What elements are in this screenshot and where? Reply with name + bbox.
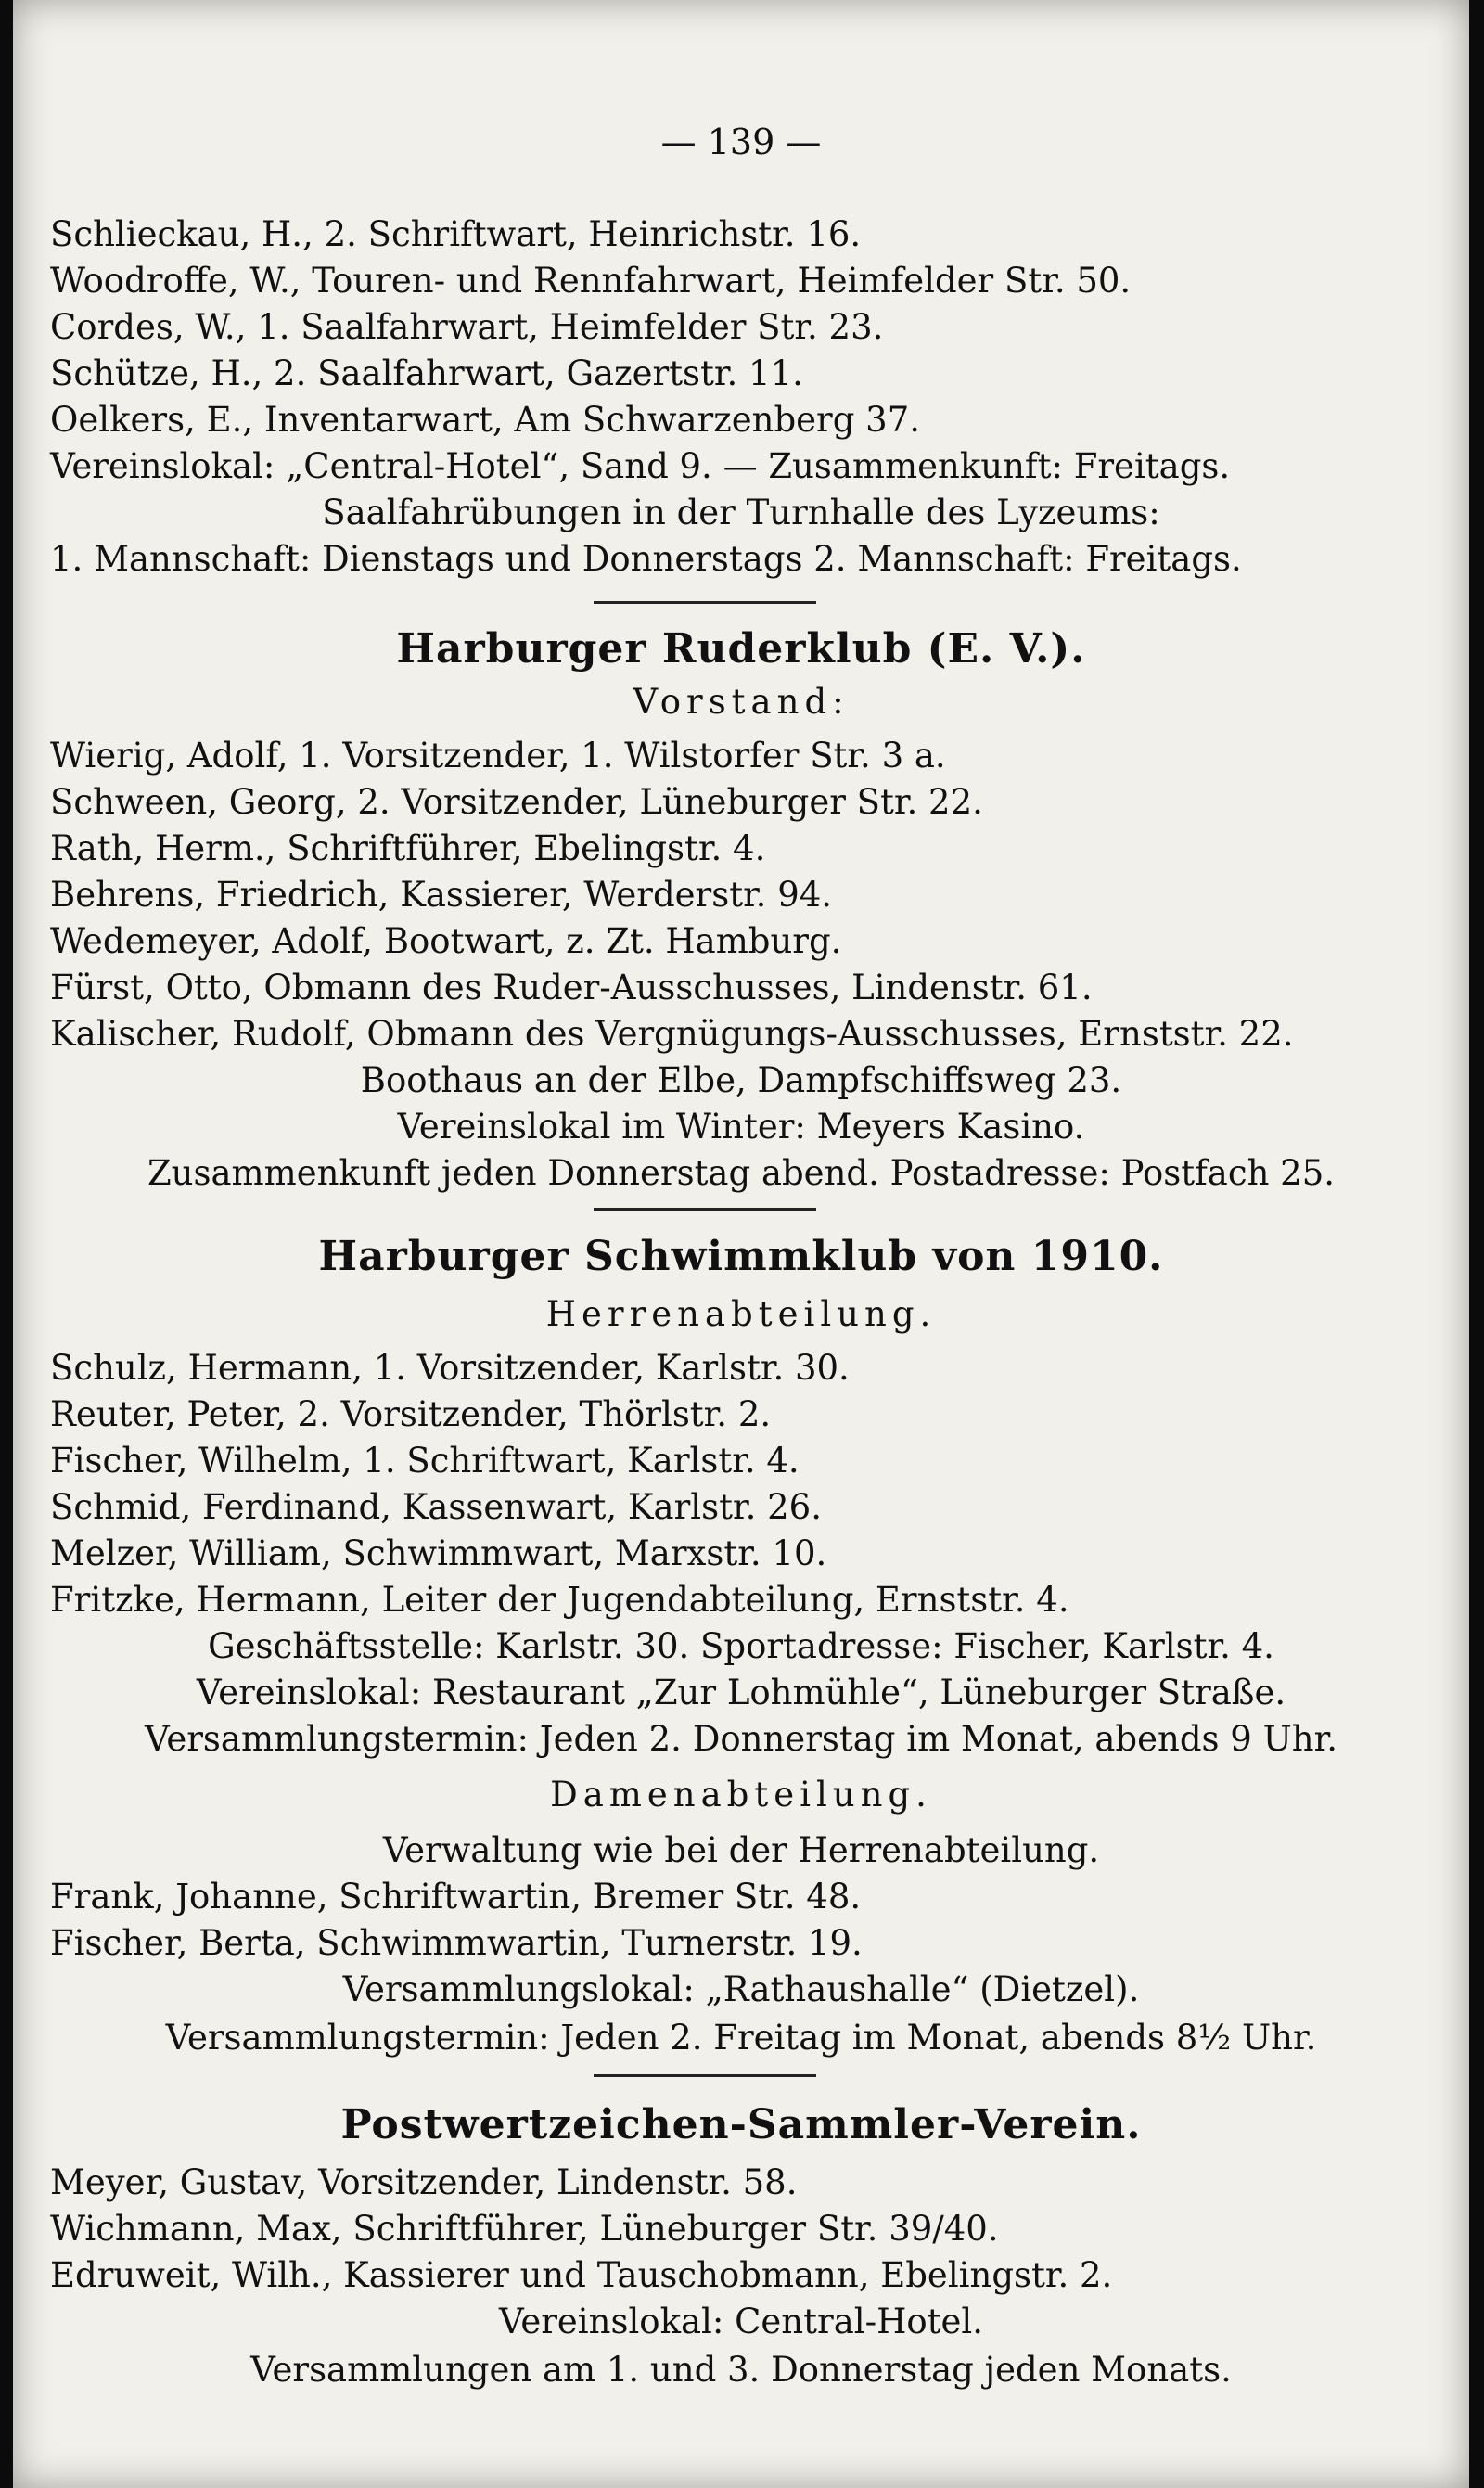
entry-line: Wedemeyer, Adolf, Bootwart, z. Zt. Hamburg. — [50, 921, 842, 961]
note-line: Versammlungstermin: Jeden 2. Freitag im Monat, abends 8½ Uhr. — [165, 2018, 1317, 2058]
note-line: Vereinslokal im Winter: Meyers Kasino. — [397, 1107, 1085, 1147]
entry-line: Edruweit, Wilh., Kassierer und Tauschobmann, Ebelingstr. 2. — [50, 2255, 1113, 2295]
section-heading-schwimmklub: Harburger Schwimmklub von 1910. — [318, 1233, 1164, 1280]
note-line: Saalfahrübungen in der Turnhalle des Lyzeums: — [322, 493, 1160, 532]
entry-line: Fischer, Berta, Schwimmwartin, Turnerstr. 19. — [50, 1923, 863, 1963]
entry-line: Oelkers, E., Inventarwart, Am Schwarzenberg 37. — [50, 400, 921, 440]
entry-line: Schulz, Hermann, 1. Vorsitzender, Karlstr. 30. — [50, 1348, 850, 1388]
entry-line: Behrens, Friedrich, Kassierer, Werderstr. 94. — [50, 875, 833, 915]
note-line: Vereinslokal: Restaurant „Zur Lohmühle“, Lüneburger Straße. — [196, 1673, 1286, 1712]
entry-line: Kalischer, Rudolf, Obmann des Vergnügungs-Ausschusses, Ernststr. 22. — [50, 1014, 1294, 1054]
entry-line: Wichmann, Max, Schriftführer, Lüneburger Str. 39/40. — [50, 2209, 999, 2249]
note-line: Verwaltung wie bei der Herrenabteilung. — [382, 1830, 1100, 1870]
section-divider — [594, 1208, 816, 1211]
page-number: — 139 — — [660, 122, 822, 162]
entry-line: Schütze, H., 2. Saalfahrwart, Gazertstr. 11. — [50, 353, 803, 393]
entry-line: Fritzke, Hermann, Leiter der Jugendabteilung, Ernststr. 4. — [50, 1580, 1069, 1620]
section-divider — [594, 601, 816, 604]
note-line: Geschäftsstelle: Karlstr. 30. Sportadresse: Fischer, Karlstr. 4. — [208, 1626, 1274, 1666]
entry-line: Schlieckau, H., 2. Schriftwart, Heinrichstr. 16. — [50, 214, 862, 254]
note-line: Versammlungen am 1. und 3. Donnerstag jeden Monats. — [250, 2350, 1232, 2390]
section-heading-postwertzeichen: Postwertzeichen-Sammler-Verein. — [340, 2101, 1142, 2148]
entry-line: Fischer, Wilhelm, 1. Schriftwart, Karlstr. 4. — [50, 1441, 800, 1481]
section-subheading: Herrenabteilung. — [545, 1294, 937, 1334]
entry-line: Reuter, Peter, 2. Vorsitzender, Thörlstr. 2. — [50, 1394, 772, 1434]
note-line: Versammlungslokal: „Rathaushalle“ (Dietzel). — [342, 1969, 1140, 2009]
entry-line: Schween, Georg, 2. Vorsitzender, Lüneburger Str. 22. — [50, 782, 983, 822]
note-line: Versammlungstermin: Jeden 2. Donnerstag im Monat, abends 9 Uhr. — [145, 1719, 1337, 1759]
entry-line: Cordes, W., 1. Saalfahrwart, Heimfelder Str. 23. — [50, 307, 884, 347]
entry-line: Woodroffe, W., Touren- und Rennfahrwart, Heimfelder Str. 50. — [50, 261, 1132, 301]
section-subheading: Vorstand: — [633, 682, 850, 722]
entry-line: Wierig, Adolf, 1. Vorsitzender, 1. Wilstorfer Str. 3 a. — [50, 736, 946, 776]
note-line: Vereinslokal: Central-Hotel. — [499, 2302, 983, 2341]
entry-line: Rath, Herm., Schriftführer, Ebelingstr. 4. — [50, 828, 766, 868]
entry-line: Frank, Johanne, Schriftwartin, Bremer Str. 48. — [50, 1877, 862, 1917]
entry-line: Melzer, William, Schwimmwart, Marxstr. 10. — [50, 1533, 827, 1573]
entry-line: Vereinslokal: „Central-Hotel“, Sand 9. — Zusammenkunft: Freitags. — [50, 446, 1231, 486]
note-line: Zusammenkunft jeden Donnerstag abend. Postadresse: Postfach 25. — [147, 1153, 1336, 1193]
book-page — [13, 0, 1469, 2488]
section-heading-ruderklub: Harburger Ruderklub (E. V.). — [396, 625, 1086, 673]
entry-line: Fürst, Otto, Obmann des Ruder-Ausschusses, Lindenstr. 61. — [50, 968, 1093, 1007]
section-divider — [594, 2074, 816, 2077]
note-line: Boothaus an der Elbe, Dampfschiffsweg 23. — [360, 1060, 1122, 1100]
entry-line: Schmid, Ferdinand, Kassenwart, Karlstr. 26. — [50, 1487, 822, 1527]
entry-line: Meyer, Gustav, Vorsitzender, Lindenstr. 58. — [50, 2162, 798, 2202]
section-subheading: Damenabteilung. — [550, 1775, 932, 1815]
entry-line: 1. Mannschaft: Dienstags und Donnerstags 2. Mannschaft: Freitags. — [50, 539, 1242, 579]
